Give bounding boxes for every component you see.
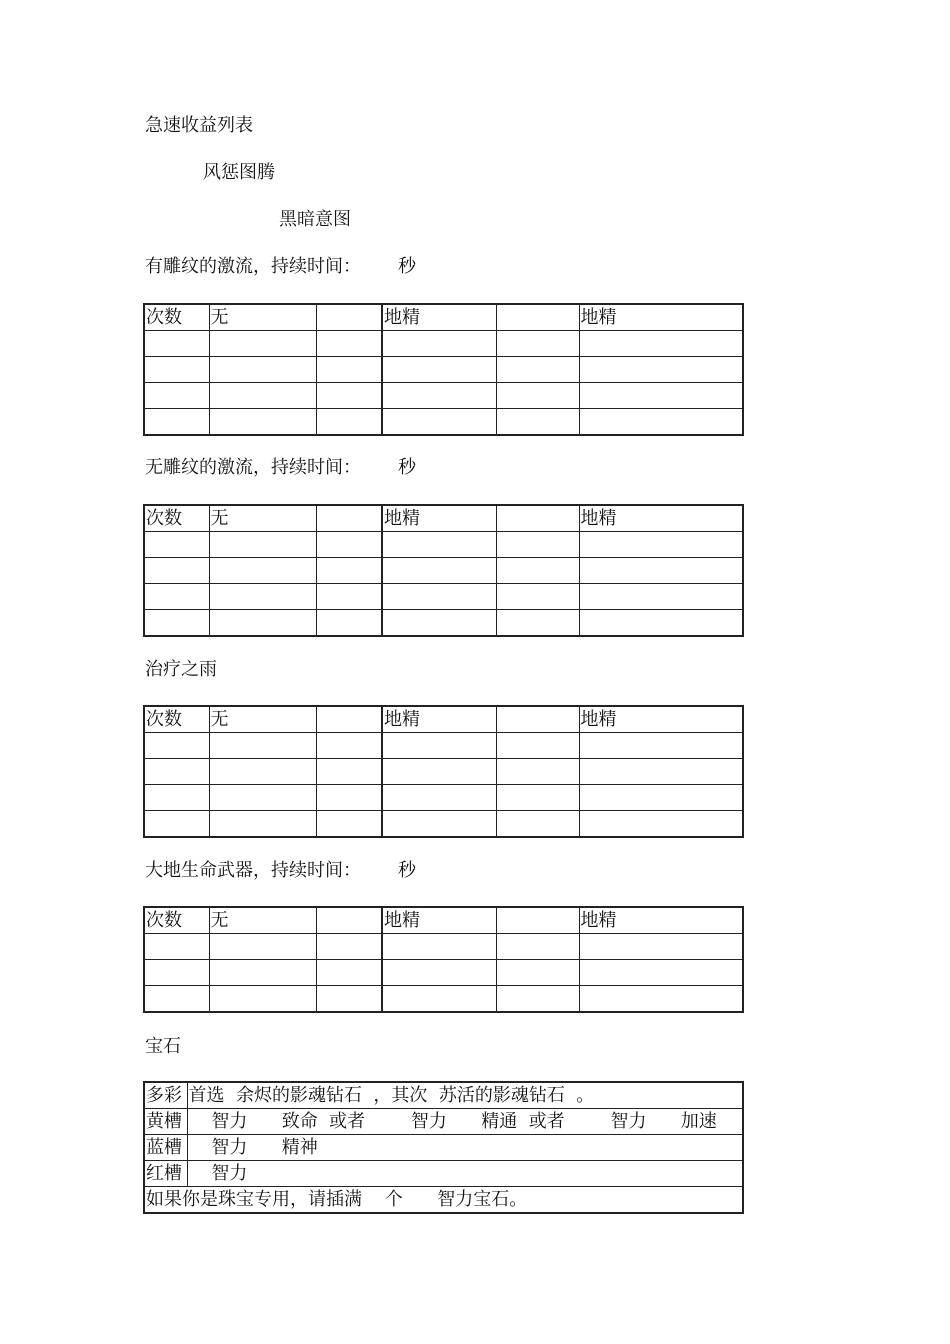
header-cell: 地精 [382,304,496,331]
table-row [144,584,743,610]
header-cell: 地精 [382,505,496,532]
table-row [144,357,743,383]
subtitle-intent: 黑暗意图 [279,209,351,230]
header-cell [316,706,382,733]
section-label: 治疗之雨 [145,659,217,680]
gem-section-label: 宝石 [145,1036,181,1057]
gem-slot: 红槽 [144,1161,187,1187]
gem-text: 智力 [187,1161,743,1187]
table-header-row [144,907,743,934]
table-row [144,785,743,811]
header-cell: 次数 [144,505,209,532]
table-row [144,610,743,637]
header-cell: 次数 [144,907,209,934]
section-label: 大地生命武器，持续时间： [145,860,361,881]
haste-table [143,504,744,637]
header-cell: 地精 [382,706,496,733]
header-cell [496,304,579,331]
header-cell: 次数 [144,304,209,331]
header-cell [316,304,382,331]
header-cell: 次数 [144,706,209,733]
header-cell: 无 [209,304,316,331]
gem-text: 首选 余烬的影魂钻石 ，其次 苏活的影魂钻石 。 [187,1082,743,1109]
header-cell: 地精 [579,706,743,733]
haste-table [143,705,744,838]
table-row [144,733,743,759]
table-row [144,409,743,436]
header-cell: 无 [209,505,316,532]
table-row [144,986,743,1013]
gem-row [144,1135,743,1161]
table-row [144,934,743,960]
gem-row [144,1161,743,1187]
subtitle-totem: 风惩图腾 [203,162,275,183]
header-cell: 地精 [579,304,743,331]
header-cell: 地精 [382,907,496,934]
table-row [144,331,743,357]
table-row [144,811,743,838]
table-row [144,960,743,986]
table-header-row [144,505,743,532]
header-cell [316,505,382,532]
haste-table [143,303,744,436]
gem-slot: 黄槽 [144,1109,187,1135]
gem-text: 智力 精神 [187,1135,743,1161]
header-cell: 无 [209,907,316,934]
gem-footer: 如果你是珠宝专用，请插满 个 智力宝石。 [144,1187,743,1214]
header-cell [316,907,382,934]
section-unit: 秒 [398,860,416,881]
header-cell [496,706,579,733]
table-header-row [144,706,743,733]
section-label: 无雕纹的激流，持续时间： [145,457,361,478]
gem-slot: 蓝槽 [144,1135,187,1161]
header-cell [496,907,579,934]
table-row [144,759,743,785]
header-cell: 地精 [579,505,743,532]
gem-table [143,1081,744,1214]
page-title: 急速收益列表 [145,115,253,136]
table-row [144,558,743,584]
section-label: 有雕纹的激流，持续时间： [145,256,361,277]
table-row [144,532,743,558]
table-header-row [144,304,743,331]
gem-footer-row [144,1187,743,1214]
header-cell: 无 [209,706,316,733]
gem-text: 智力 致命 或者 智力 精通 或者 智力 加速 [187,1109,743,1135]
section-unit: 秒 [398,457,416,478]
header-cell [496,505,579,532]
gem-row [144,1082,743,1109]
haste-table [143,906,744,1013]
section-unit: 秒 [398,256,416,277]
header-cell: 地精 [579,907,743,934]
gem-slot: 多彩 [144,1082,187,1109]
table-row [144,383,743,409]
gem-row [144,1109,743,1135]
